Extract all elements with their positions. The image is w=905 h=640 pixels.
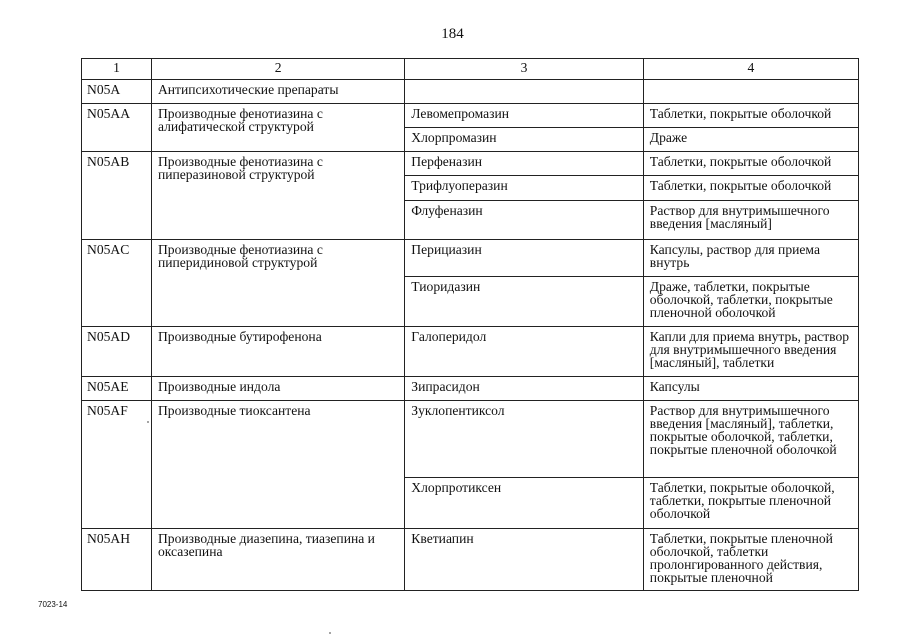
atc-code: N05AE xyxy=(82,377,152,401)
group-name: Производные бутирофенона xyxy=(151,327,404,377)
group-name: Производные фенотиазина с пиперидиновой структурой xyxy=(151,240,404,327)
dosage-form xyxy=(643,80,858,104)
page-number: 184 xyxy=(441,26,464,42)
group-name: Производные диазепина, тиазепина и оксазепина xyxy=(151,529,404,591)
table-row xyxy=(82,80,859,104)
table-row xyxy=(82,104,859,128)
dosage-form: Капли для приема внутрь, раствор для внутримышечного введения [масляный], таблетки xyxy=(643,327,858,377)
drug-name: Галоперидол xyxy=(405,327,644,377)
drug-name: Тиоридазин xyxy=(405,277,644,327)
drug-name: Кветиапин xyxy=(405,529,644,591)
drug-name: Зуклопентиксол xyxy=(405,401,644,478)
drug-name: Перфеназин xyxy=(405,152,644,176)
drug-table xyxy=(81,58,859,591)
dosage-form: Драже xyxy=(643,128,858,152)
table-header-row xyxy=(82,59,859,80)
group-name: Производные фенотиазина с пиперазиновой структурой xyxy=(151,152,404,240)
drug-name: Зипрасидон xyxy=(405,377,644,401)
column-header-1: 1 xyxy=(82,59,152,80)
dosage-form: Драже, таблетки, покрытые оболочкой, таблетки, покрытые пленочной оболочкой xyxy=(643,277,858,327)
scan-speck xyxy=(329,632,331,634)
atc-code: N05AF xyxy=(82,401,152,529)
atc-code: N05AH xyxy=(82,529,152,591)
atc-code: N05AC xyxy=(82,240,152,327)
drug-name: Перициазин xyxy=(405,240,644,277)
drug-name: Хлорпротиксен xyxy=(405,478,644,529)
table-row xyxy=(82,152,859,176)
document-code: 7023-14 xyxy=(38,600,68,609)
table-row xyxy=(82,401,859,478)
group-name: Производные тиоксантена xyxy=(151,401,404,529)
table-row xyxy=(82,377,859,401)
atc-code: N05A xyxy=(82,80,152,104)
dosage-form: Таблетки, покрытые оболочкой xyxy=(643,152,858,176)
atc-code: N05AB xyxy=(82,152,152,240)
dosage-form: Таблетки, покрытые оболочкой, таблетки, покрытые пленочной оболочкой xyxy=(643,478,858,529)
drug-name xyxy=(405,80,644,104)
drug-name: Левомепромазин xyxy=(405,104,644,128)
column-header-3: 3 xyxy=(405,59,644,80)
table-row xyxy=(82,529,859,591)
group-name: Производные индола xyxy=(151,377,404,401)
scan-speck xyxy=(147,421,149,423)
column-header-2: 2 xyxy=(151,59,404,80)
dosage-form: Раствор для внутримышечного введения [масляный] xyxy=(643,201,858,240)
atc-code: N05AA xyxy=(82,104,152,152)
dosage-form: Капсулы xyxy=(643,377,858,401)
dosage-form: Капсулы, раствор для приема внутрь xyxy=(643,240,858,277)
dosage-form: Раствор для внутримышечного введения [масляный], таблетки, покрытые оболочкой, таблетки, покрытые пленочной оболочкой xyxy=(643,401,858,478)
table-row xyxy=(82,327,859,377)
dosage-form: Таблетки, покрытые оболочкой xyxy=(643,176,858,201)
dosage-form: Таблетки, покрытые оболочкой xyxy=(643,104,858,128)
table-row xyxy=(82,240,859,277)
dosage-form: Таблетки, покрытые пленочной оболочкой, таблетки пролонгированного действия, покрытые пленочной xyxy=(643,529,858,591)
group-name: Производные фенотиазина с алифатической структурой xyxy=(151,104,404,152)
drug-name: Хлорпромазин xyxy=(405,128,644,152)
drug-name: Флуфеназин xyxy=(405,201,644,240)
group-name: Антипсихотические препараты xyxy=(151,80,404,104)
column-header-4: 4 xyxy=(643,59,858,80)
drug-name: Трифлуоперазин xyxy=(405,176,644,201)
atc-code: N05AD xyxy=(82,327,152,377)
